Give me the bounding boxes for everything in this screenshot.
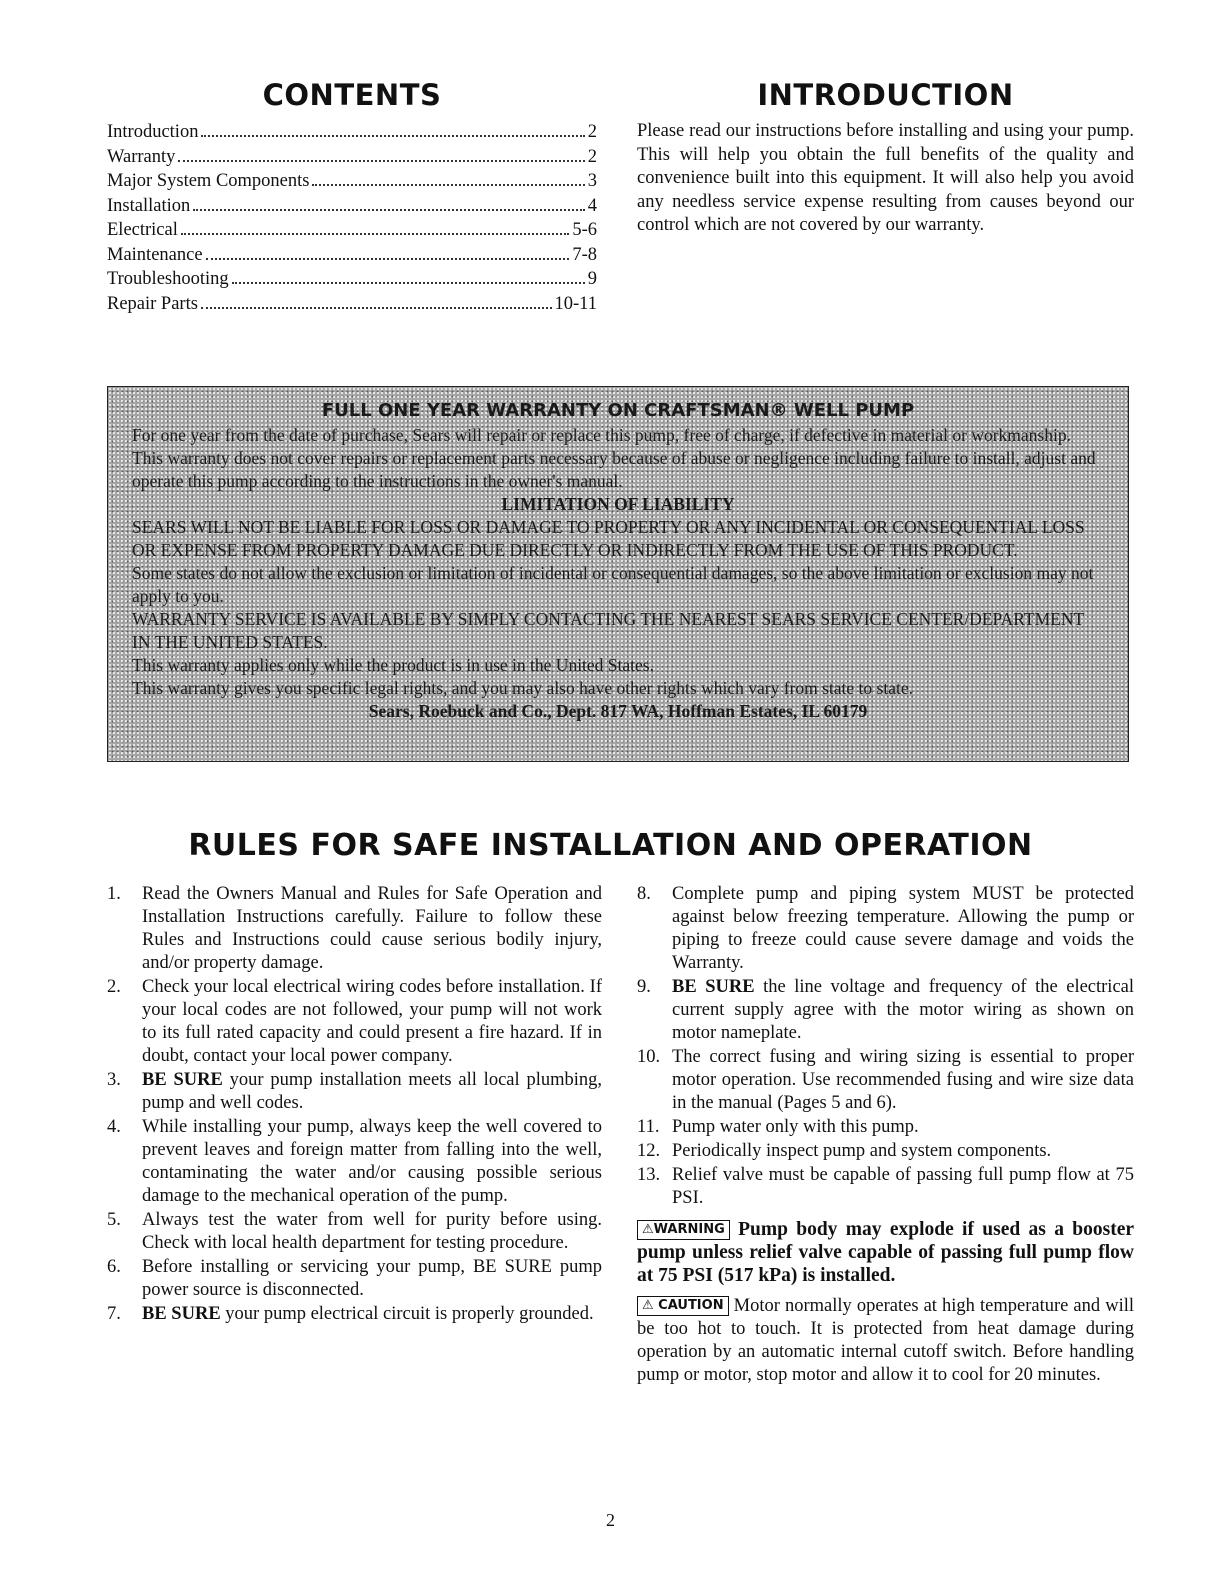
contents-heading: CONTENTS: [262, 78, 442, 112]
toc-leader: [232, 282, 585, 284]
rule-item: [107, 1069, 602, 1115]
rule-text: [142, 1069, 602, 1115]
toc-entry: [107, 267, 597, 292]
rules-heading: RULES FOR SAFE INSTALLATION AND OPERATION: [188, 828, 1033, 863]
rule-number: 4.: [107, 1117, 121, 1137]
toc-leader: [193, 209, 585, 211]
toc-entry: [107, 194, 597, 219]
rules-right-column: [637, 883, 1134, 1387]
toc-leader: [201, 135, 584, 137]
warranty-paragraph: This warranty gives you specific legal rights, and you may also have other rights which vary from state to state.: [132, 678, 913, 698]
rule-text: [672, 883, 1134, 975]
rule-body: the line voltage and frequency of the electrical current supply agree with the motor wiring as shown on motor nameplate.: [672, 977, 1135, 1043]
toc-label: Warranty: [107, 146, 176, 167]
rule-text: [672, 1164, 1134, 1210]
rule-item: [637, 1140, 1134, 1163]
toc-leader: [201, 307, 552, 309]
rule-text: [142, 1116, 602, 1208]
caution-badge: ⚠ CAUTION: [637, 1296, 729, 1316]
rule-item: [107, 1303, 602, 1326]
rule-text: [672, 1116, 1134, 1139]
toc-label: Installation: [107, 195, 191, 216]
toc-page: 3: [587, 171, 597, 191]
rule-emphasis: BE SURE: [672, 977, 755, 997]
toc-label: Troubleshooting: [107, 269, 229, 289]
toc-label: Maintenance: [107, 244, 203, 265]
warranty-paragraph: WARRANTY SERVICE IS AVAILABLE BY SIMPLY CONTACTING THE NEAREST SEARS SERVICE CENTER/DEPARTMENT IN THE UNITED STATES.: [132, 609, 1084, 652]
rule-body: Relief valve must be capable of passing full pump flow at 75 PSI.: [672, 1165, 1134, 1208]
toc-page: 10-11: [554, 293, 597, 314]
toc-page: 4: [587, 195, 597, 216]
rule-number: 6.: [107, 1257, 121, 1277]
rule-item: [107, 1209, 602, 1255]
toc-entry: [107, 218, 597, 243]
rule-number: 7.: [107, 1304, 121, 1324]
rule-number: 9.: [637, 977, 651, 997]
rule-body: Pump water only with this pump.: [672, 1117, 919, 1137]
toc-page: 2: [587, 122, 597, 142]
rules-heading-section: [0, 828, 1221, 863]
rule-body: Always test the water from well for purity before using. Check with local health department for testing procedure.: [142, 1210, 602, 1253]
toc-label: Major System Components: [107, 171, 310, 191]
rule-text: [142, 1303, 602, 1326]
warning-notice: [637, 1218, 1134, 1287]
rule-body: your pump electrical circuit is properly grounded.: [220, 1304, 594, 1324]
rule-number: 1.: [107, 884, 121, 904]
rule-item: [107, 1116, 602, 1208]
rule-number: 3.: [107, 1070, 121, 1090]
rule-body: Periodically inspect pump and system components.: [672, 1141, 1052, 1161]
rule-number: 12.: [637, 1141, 661, 1161]
rule-text: [142, 976, 602, 1068]
toc-page: 9: [587, 269, 597, 289]
toc-entry: [107, 169, 597, 194]
toc-page: 5-6: [572, 220, 597, 240]
warranty-title: FULL ONE YEAR WARRANTY ON CRAFTSMAN® WELL PUMP: [321, 400, 915, 421]
rule-number: 10.: [637, 1047, 661, 1067]
page-number: 2: [606, 1510, 615, 1530]
rule-text: [672, 1046, 1134, 1115]
rule-text: [142, 883, 602, 975]
caution-text: Motor normally operates at high temperature and will be too hot to touch. It is protected from heat damage during operation by an automatic internal cutoff switch. Before handling pump or motor, stop motor and allow it to cool for 20 minutes.: [637, 1296, 1135, 1385]
toc-entry: [107, 120, 597, 145]
limitation-title: LIMITATION OF LIABILITY: [501, 494, 735, 514]
rule-item: [107, 883, 602, 975]
rule-number: 5.: [107, 1210, 121, 1230]
toc-leader: [178, 160, 584, 162]
toc-leader: [312, 184, 584, 186]
rule-item: [107, 976, 602, 1068]
warning-text: Pump body may explode if used as a booster pump unless relief valve capable of passing full pump flow at 75 PSI (517 kPa) is installed.: [637, 1219, 1135, 1286]
warranty-paragraph: This warranty does not cover repairs or replacement parts necessary because of abuse or negligence including failure to install, adjust and operate this pump according to the instructions in the owner's manual.: [132, 448, 1096, 491]
introduction-section: [637, 78, 1134, 238]
introduction-heading: INTRODUCTION: [757, 78, 1014, 112]
rules-left-column: [107, 883, 602, 1327]
caution-notice: [637, 1295, 1134, 1387]
warranty-paragraph: For one year from the date of purchase, Sears will repair or replace this pump, free of charge, if defective in material or workmanship.: [132, 425, 1071, 445]
rule-text: [142, 1209, 602, 1255]
toc-page: 2: [587, 146, 597, 167]
rule-body: The correct fusing and wiring sizing is essential to proper motor operation. Use recommended fusing and wire size data in the manual (Pages 5 and 6).: [672, 1047, 1134, 1113]
toc-leader: [206, 258, 570, 260]
rule-item: [637, 883, 1134, 975]
rule-body: Check your local electrical wiring codes before installation. If your local codes are not followed, your pump will not work to its full rated capacity and could present a fire hazard. If in doubt, contact your local power company.: [142, 977, 602, 1066]
warranty-paragraph: This warranty applies only while the product is in use in the United States.: [132, 655, 654, 675]
toc-entry: [107, 145, 597, 170]
rule-text: [142, 1256, 602, 1302]
warranty-paragraph: Some states do not allow the exclusion or limitation of incidental or consequential damages, so the above limitation or exclusion may not apply to you.: [132, 563, 1094, 606]
toc-entry: [107, 243, 597, 268]
rule-body: Read the Owners Manual and Rules for Safe Operation and Installation Instructions carefully. Failure to follow these Rules and Instructions could cause serious bodily injury, and/or property damage.: [142, 884, 602, 973]
contents-section: [107, 78, 597, 316]
toc-list: [107, 120, 597, 316]
toc-entry: [107, 292, 597, 317]
rule-item: [637, 1116, 1134, 1139]
toc-label: Electrical: [107, 220, 178, 240]
rule-emphasis: BE SURE: [142, 1070, 223, 1090]
rule-body: While installing your pump, always keep the well covered to prevent leaves and foreign matter from falling into the well, contaminating the water and/or causing possible serious damage to the mechanical operation of the pump.: [142, 1117, 602, 1206]
rule-emphasis: BE SURE: [142, 1304, 221, 1324]
rule-text: [672, 976, 1134, 1045]
rule-text: [672, 1140, 1134, 1163]
rule-item: [637, 1046, 1134, 1115]
toc-page: 7-8: [572, 244, 597, 265]
rule-number: 8.: [637, 884, 651, 904]
toc-label: Introduction: [107, 122, 199, 142]
warranty-paragraph: SEARS WILL NOT BE LIABLE FOR LOSS OR DAMAGE TO PROPERTY OR ANY INCIDENTAL OR CONSEQUENTIAL LOSS OR EXPENSE FROM PROPERTY DAMAGE DUE DIRECTLY OR INDIRECTLY FROM THE USE OF THIS PRODUCT.: [132, 517, 1085, 560]
warranty-box: [107, 386, 1129, 762]
warning-badge: ⚠WARNING: [637, 1220, 730, 1240]
rule-body: Before installing or servicing your pump, BE SURE pump power source is disconnected.: [142, 1257, 602, 1300]
rule-item: [637, 976, 1134, 1045]
toc-leader: [181, 233, 569, 235]
rule-item: [637, 1164, 1134, 1210]
rule-number: 11.: [637, 1117, 660, 1137]
rule-number: 2.: [107, 977, 121, 997]
rule-body: Complete pump and piping system MUST be protected against below freezing temperature. Allowing the pump or piping to freeze could cause severe damage and voids the Warranty.: [672, 884, 1134, 973]
toc-label: Repair Parts: [107, 293, 198, 314]
rule-number: 13.: [637, 1165, 661, 1185]
rule-item: [107, 1256, 602, 1302]
warranty-address: Sears, Roebuck and Co., Dept. 817 WA, Hoffman Estates, IL 60179: [368, 701, 868, 721]
rule-body: your pump installation meets all local plumbing, pump and well codes.: [142, 1070, 603, 1113]
introduction-text: Please read our instructions before installing and using your pump. This will help you obtain the full benefits of the quality and convenience built into this equipment. It will also help you avoid any needless service expense resulting from causes beyond our control which are not covered by our warranty.: [637, 121, 1134, 235]
